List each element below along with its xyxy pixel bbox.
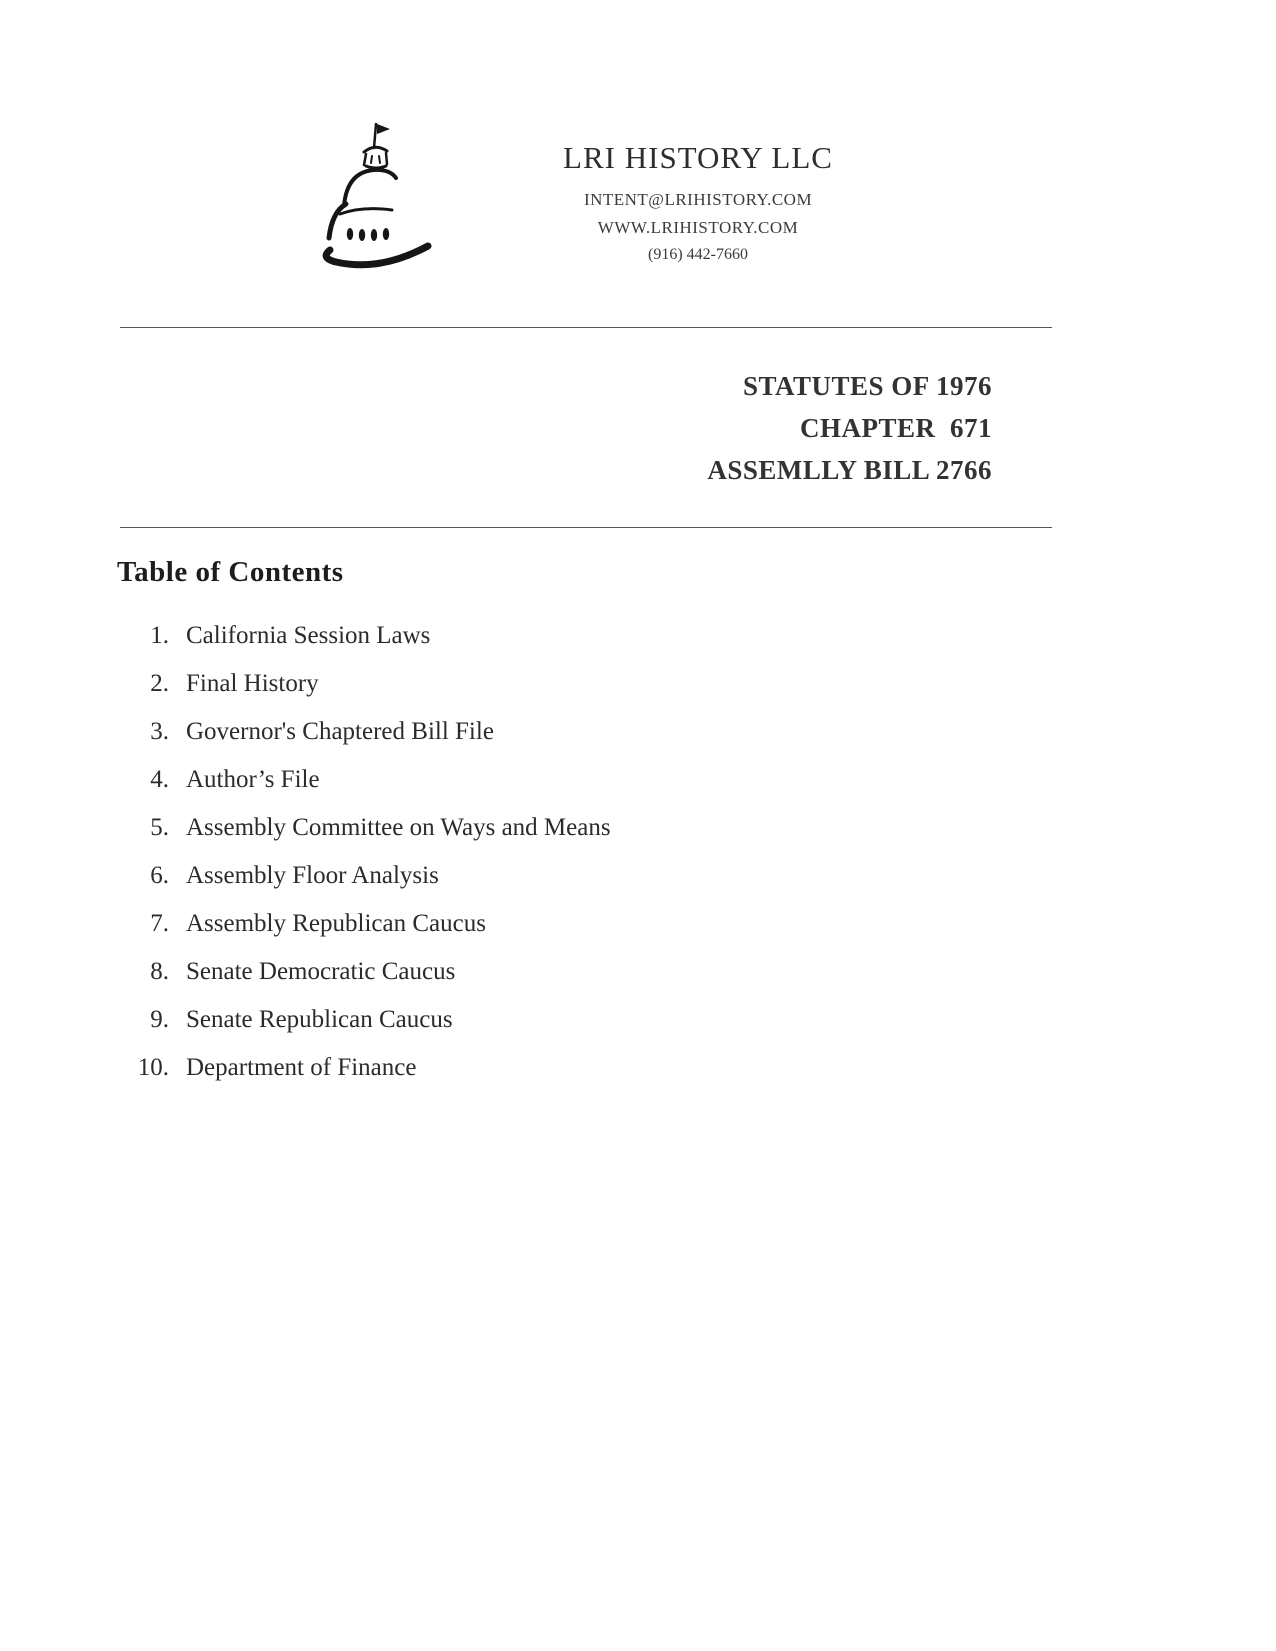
statutes-line: STATUTES OF 1976	[742, 371, 992, 401]
header	[300, 118, 908, 283]
toc-item	[117, 670, 611, 718]
company-phone: (916) 442-7660	[648, 246, 748, 263]
toc-item-label: California Session Laws	[186, 622, 431, 649]
toc-item-number: 2.	[150, 670, 169, 697]
company-email: INTENT@LRIHISTORY.COM	[583, 190, 813, 209]
toc-item-label: Governor's Chaptered Bill File	[186, 718, 494, 745]
toc-item-number: 7.	[150, 910, 169, 937]
toc-item-label: Senate Republican Caucus	[186, 1006, 453, 1033]
toc-item	[117, 814, 611, 862]
toc-item-label: Author’s File	[186, 766, 320, 793]
toc-item	[117, 910, 611, 958]
toc-item	[117, 622, 611, 670]
toc-item-label: Assembly Committee on Ways and Means	[186, 814, 611, 841]
toc-item-number: 8.	[150, 958, 169, 985]
company-website: WWW.LRIHISTORY.COM	[597, 218, 799, 237]
toc-item-label: Final History	[186, 670, 319, 697]
toc-item-number: 10.	[137, 1054, 169, 1081]
toc-item-label: Senate Democratic Caucus	[186, 958, 456, 985]
company-name: LRI HISTORY LLC	[563, 140, 833, 175]
divider-top	[120, 327, 1052, 328]
chapter-line: CHAPTER 671	[799, 412, 992, 443]
toc-item-number: 6.	[150, 862, 169, 889]
toc-item	[117, 1054, 611, 1102]
toc-item-number: 9.	[150, 1006, 169, 1033]
toc-item-number: 1.	[150, 622, 169, 649]
assembly-bill-line: ASSEMLLY BILL 2766	[707, 454, 992, 485]
toc-item	[117, 1006, 611, 1054]
document-info	[707, 366, 992, 492]
toc-item	[117, 862, 611, 910]
toc-item-label: Department of Finance	[186, 1054, 417, 1081]
toc-item-number: 5.	[150, 814, 169, 841]
toc-item-number: 3.	[150, 718, 169, 745]
toc-item	[117, 766, 611, 814]
toc-item-label: Assembly Floor Analysis	[186, 862, 439, 889]
toc-item-label: Assembly Republican Caucus	[186, 910, 486, 937]
toc-list	[117, 622, 611, 1102]
capitol-dome-logo-icon	[300, 118, 450, 283]
toc-item	[117, 958, 611, 1006]
toc-title: Table of Contents	[117, 556, 344, 588]
toc-item-number: 4.	[150, 766, 169, 793]
company-block	[488, 140, 908, 264]
divider-bottom	[120, 527, 1052, 528]
toc-item	[117, 718, 611, 766]
